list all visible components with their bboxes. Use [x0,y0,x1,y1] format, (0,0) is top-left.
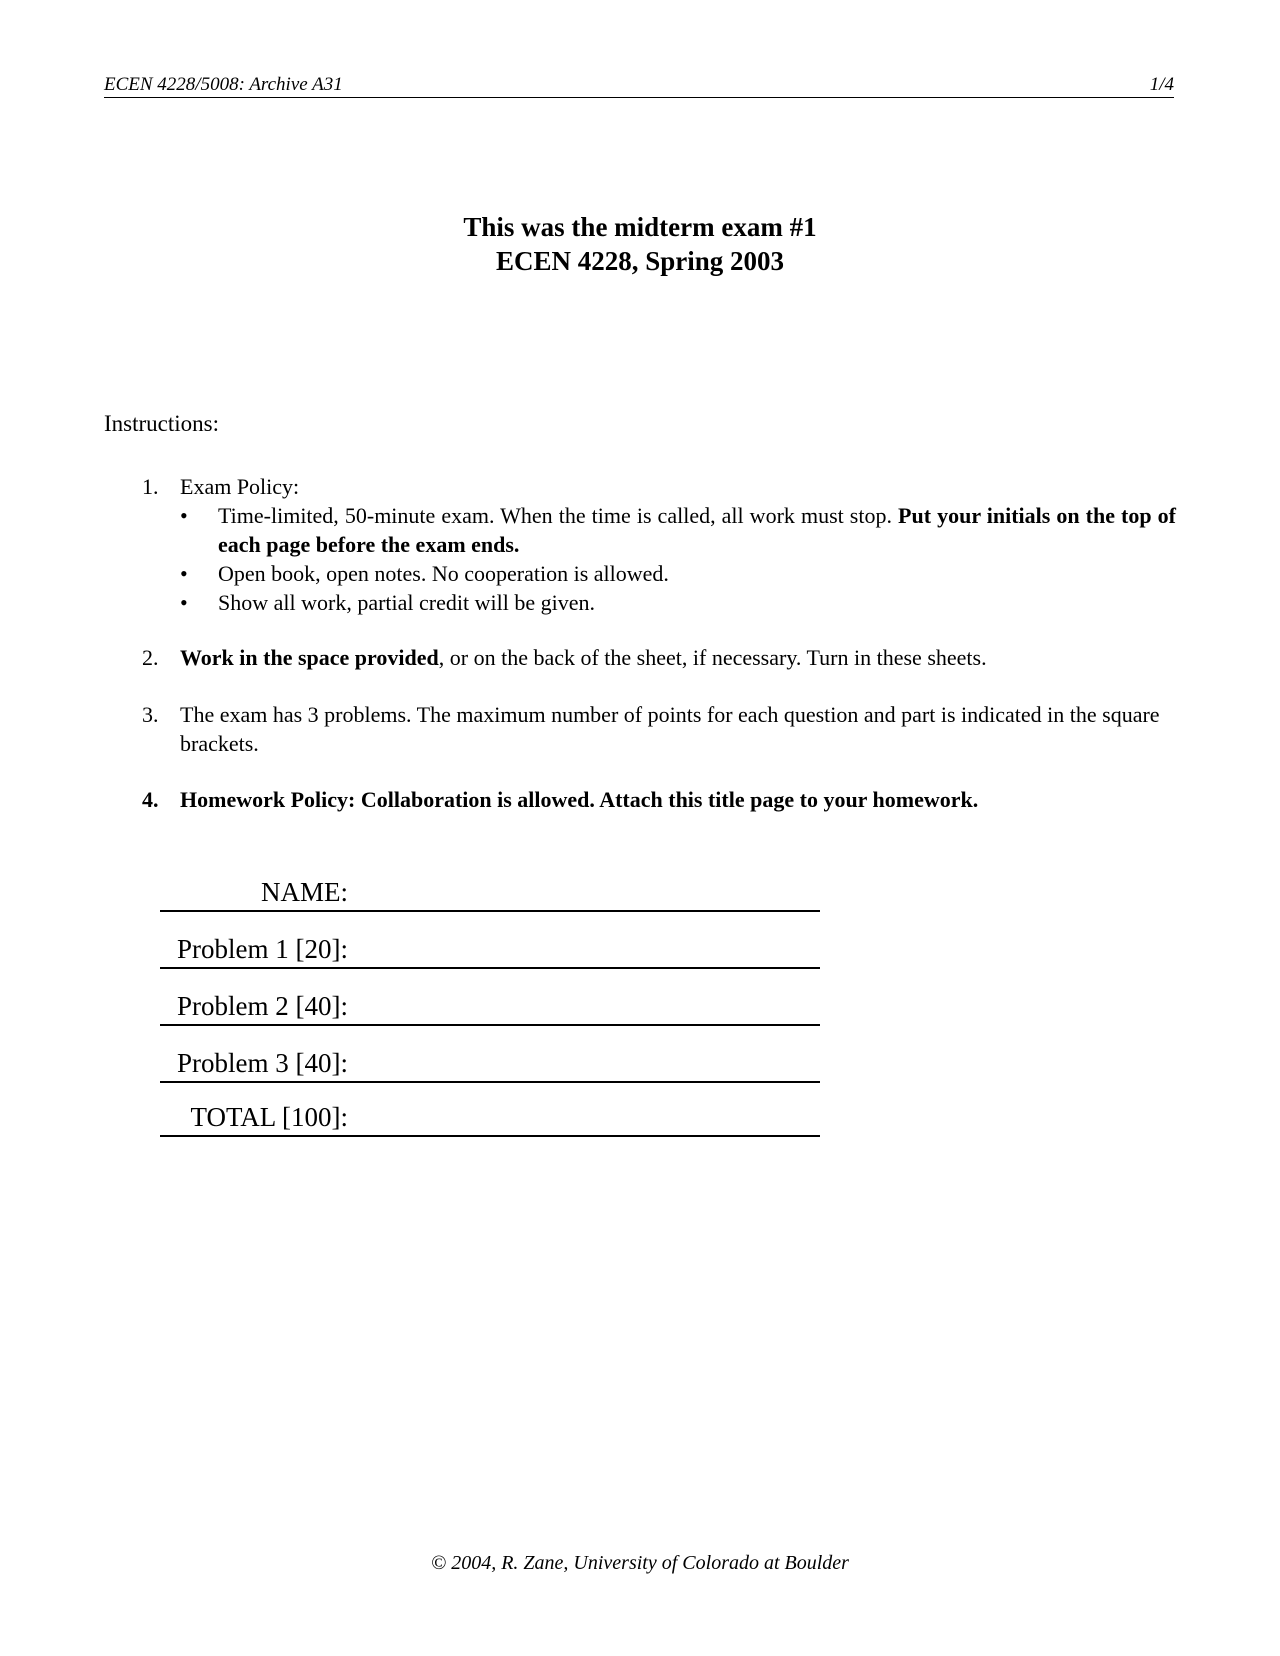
instruction-item-2 [0,643,1280,673]
total-score-field[interactable] [160,1083,820,1137]
running-header [104,74,1174,98]
instruction-item-3 [0,700,1280,760]
name-field[interactable] [160,877,820,912]
item-number: 4. [142,787,159,812]
problem-1-label: Problem 1 [20]: [177,934,348,964]
problem-3-score-field[interactable] [160,1026,820,1083]
item-number: 3. [142,702,159,727]
header-course: ECEN 4228/5008: Archive A31 [104,74,343,95]
title-line-2: ECEN 4228, Spring 2003 [495,246,785,276]
item-text: Exam Policy: [180,474,300,499]
title-line-1: This was the midterm exam #1 [463,212,817,242]
exam-title [0,210,1280,278]
total-label: TOTAL [100]: [190,1102,348,1132]
bullet-text: Open book, open notes. No cooperation is allowed. [218,561,669,586]
problem-2-score-field[interactable] [160,969,820,1026]
bullet-icon: • [180,561,188,586]
bullet-text [218,501,1176,559]
item-text [180,643,1175,672]
item-plain-text: , or on the back of the sheet, if necessary. Turn in these sheets. [438,645,987,670]
item-bold-text: Work in the space provided [180,645,439,670]
bullet-bold-text: Put your initials on the top of each page before the exam ends. [218,503,1176,557]
header-page-number: 1/4 [1149,74,1174,95]
grade-table [160,877,820,1137]
item-number: 2. [142,645,159,670]
bullet-plain-text: Time-limited, 50-minute exam. When the time is called, all work must stop. [218,503,899,528]
item-text: The exam has 3 problems. The maximum number of points for each question and part is indicated in the square brackets. [180,702,1160,756]
problem-3-label: Problem 3 [40]: [177,1048,348,1078]
instruction-item-4 [0,785,1280,815]
name-label: NAME: [261,877,348,907]
instructions-heading: Instructions: [104,411,219,436]
bullet-icon: • [180,503,188,528]
copyright-footer: © 2004, R. Zane, University of Colorado at Boulder [431,1552,849,1574]
bullet-icon: • [180,590,188,615]
item-text: Homework Policy: Collaboration is allowed. Attach this title page to your homework. [180,787,979,812]
problem-1-score-field[interactable] [160,912,820,969]
bullet-text: Show all work, partial credit will be given. [218,590,595,615]
instruction-item-1 [0,472,1280,622]
problem-2-label: Problem 2 [40]: [177,991,348,1021]
item-number: 1. [142,474,159,499]
